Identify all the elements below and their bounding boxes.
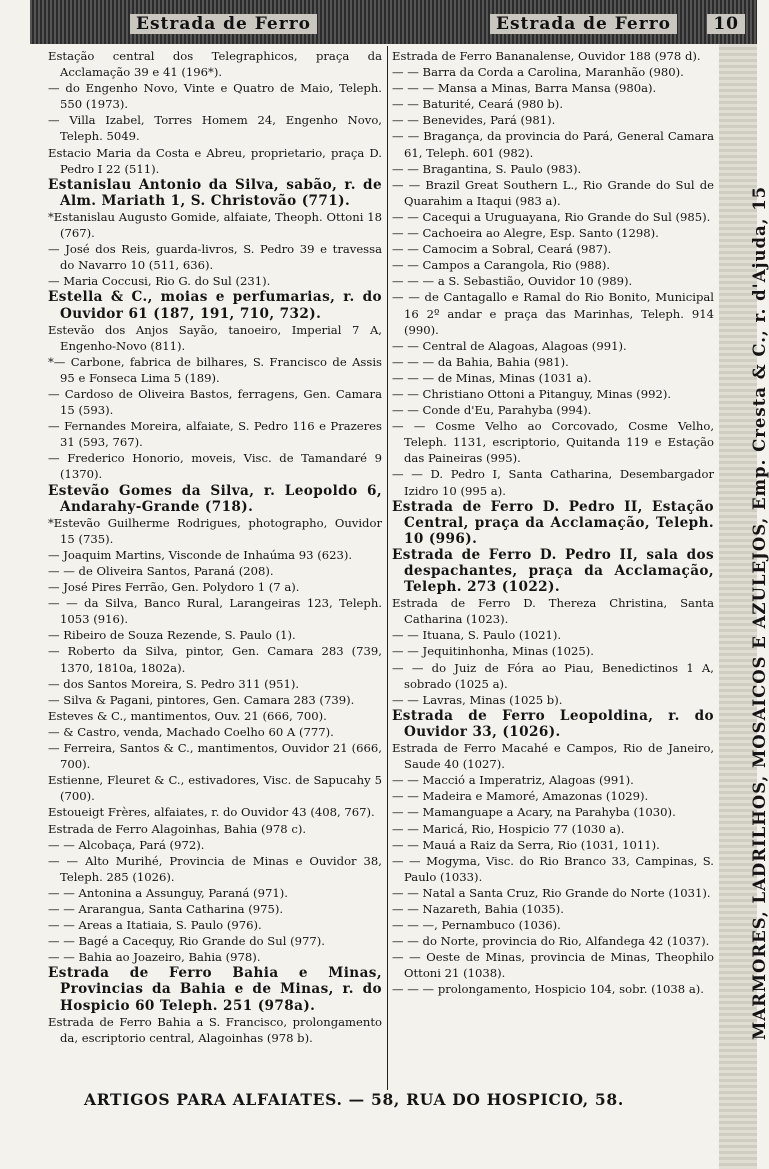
directory-entry: — — Jequitinhonha, Minas (1025). xyxy=(392,644,594,659)
directory-entry: — — de Cantagallo e Ramal do Rio Bonito, Municipal 16 2º andar e praça das Marinhas, Teleph. 914 (990). xyxy=(392,290,714,337)
page-header xyxy=(30,0,757,44)
directory-entry: Estella & C., moias e perfumarias, r. do Ouvidor 61 (187, 191, 710, 732). xyxy=(48,289,382,322)
directory-entry: — — Mauá a Raiz da Serra, Rio (1031, 1011). xyxy=(392,837,660,852)
directory-entry: Estrada de Ferro Bahia e Minas, Provincias da Bahia e de Minas, r. do Hospicio 60 Teleph. 251 (978a). xyxy=(48,965,382,1014)
directory-entry: Estrada de Ferro D. Pedro II, sala dos despachantes, praça da Acclamação, Teleph. 273 (1022). xyxy=(392,546,714,596)
directory-entry: — — Conde d'Eu, Parahyba (994). xyxy=(392,403,592,418)
directory-entry: — — Camocim a Sobral, Ceará (987). xyxy=(392,242,612,257)
right-column xyxy=(392,48,714,1088)
directory-entry: Estrada de Ferro Macahé e Campos, Rio de Janeiro, Saude 40 (1027). xyxy=(392,741,714,772)
directory-entry: — — Ararangua, Santa Catharina (975). xyxy=(48,901,284,916)
directory-entry: Estrada de Ferro D. Thereza Christina, Santa Catharina (1023). xyxy=(392,596,714,627)
directory-entry: — Silva & Pagani, pintores, Gen. Camara 283 (739). xyxy=(48,692,355,707)
directory-entry: — do Engenho Novo, Vinte e Quatro de Maio, Teleph. 550 (1973). xyxy=(48,81,382,112)
directory-entry: — Roberto da Silva, pintor, Gen. Camara 283 (739, 1370, 1810a, 1802a). xyxy=(48,644,382,675)
directory-entry: — — Bahia ao Joazeiro, Bahia (978). xyxy=(48,950,261,965)
header-right-title: Estrada de Ferro xyxy=(490,14,677,34)
directory-entry: Estrada de Ferro Bananalense, Ouvidor 188 (978 d). xyxy=(392,49,701,63)
directory-entry: — — — a S. Sebastião, Ouvidor 10 (989). xyxy=(392,274,633,289)
directory-entry: — — do Norte, provincia do Rio, Alfandega 42 (1037). xyxy=(392,934,710,949)
directory-entry: — — Lavras, Minas (1025 b). xyxy=(392,692,563,707)
directory-entry: — — — de Minas, Minas (1031 a). xyxy=(392,370,592,385)
directory-entry: — — Mogyma, Visc. do Rio Branco 33, Campinas, S. Paulo (1033). xyxy=(392,853,714,884)
directory-entry: — Frederico Honorio, moveis, Visc. de Tamandaré 9 (1370). xyxy=(48,451,382,482)
footer-advert: ARTIGOS PARA ALFAIATES. — 58, RUA DO HOSPICIO, 58. xyxy=(84,1090,624,1109)
directory-entry: — & Castro, venda, Machado Coelho 60 A (777). xyxy=(48,724,334,739)
directory-entry: — — Cachoeira ao Alegre, Esp. Santo (1298). xyxy=(392,226,659,241)
directory-entry: — José dos Reis, guarda-livros, S. Pedro 39 e travessa do Navarro 10 (511, 636). xyxy=(48,242,382,273)
directory-entry: — — Maricá, Rio, Hospicio 77 (1030 a). xyxy=(392,821,625,836)
directory-entry: — — Barra da Corda a Carolina, Maranhão (980). xyxy=(392,65,684,80)
directory-entry: *— Carbone, fabrica de bilhares, S. Francisco de Assis 95 e Fonseca Lima 5 (189). xyxy=(48,354,382,385)
directory-entry: — — Antonina a Assunguy, Paraná (971). xyxy=(48,885,288,900)
directory-entry: — Joaquim Martins, Visconde de Inhaúma 93 (623). xyxy=(48,547,353,562)
directory-entry: Estanislau Antonio da Silva, sabão, r. de Alm. Mariath 1, S. Christovão (771). xyxy=(48,176,382,209)
left-column xyxy=(48,48,382,1088)
directory-entry: — — Oeste de Minas, provincia de Minas, Theophilo Ottoni 21 (1038). xyxy=(392,950,714,981)
page-number: 10 xyxy=(707,14,745,34)
directory-entry: — — Cosme Velho ao Corcovado, Cosme Velho, Teleph. 1131, escriptorio, Quitanda 119 e Estação das Paineiras (995). xyxy=(392,419,714,466)
directory-entry: — — Central de Alagoas, Alagoas (991). xyxy=(392,338,627,353)
directory-entry: Estevão Gomes da Silva, r. Leopoldo 6, Andarahy-Grande (718). xyxy=(48,482,382,515)
directory-entry: — — Alto Murihé, Provincia de Minas e Ouvidor 38, Teleph. 285 (1026). xyxy=(48,853,382,884)
directory-entry: — — Madeira e Mamoré, Amazonas (1029). xyxy=(392,789,649,804)
directory-entry: — — —, Pernambuco (1036). xyxy=(392,918,561,933)
directory-entry: — — da Silva, Banco Rural, Larangeiras 123, Teleph. 1053 (916). xyxy=(48,596,382,627)
directory-entry: Estrada de Ferro Alagoinhas, Bahia (978 c). xyxy=(48,821,307,836)
directory-entry: Esteves & C., mantimentos, Ouv. 21 (666, 700). xyxy=(48,708,327,723)
directory-entry: Estacio Maria da Costa e Abreu, proprietario, praça D. Pedro I 22 (511). xyxy=(48,145,382,176)
directory-entry: Estrada de Ferro Bahia a S. Francisco, prolongamento da, escriptorio central, Alagoinhas (978 b). xyxy=(48,1014,382,1045)
directory-entry: — Villa Izabel, Torres Homem 24, Engenho Novo, Teleph. 5049. xyxy=(48,113,382,144)
directory-entry: — — Bragança, da provincia do Pará, General Camara 61, Teleph. 601 (982). xyxy=(392,129,714,160)
directory-entry: — — — prolongamento, Hospicio 104, sobr. (1038 a). xyxy=(392,982,704,997)
directory-entry: — — — Mansa a Minas, Barra Mansa (980a). xyxy=(392,81,657,96)
directory-entry: — — Campos a Carangola, Rio (988). xyxy=(392,258,611,273)
directory-entry: — — Cacequi a Uruguayana, Rio Grande do Sul (985). xyxy=(392,209,711,224)
directory-entry: — — Natal a Santa Cruz, Rio Grande do Norte (1031). xyxy=(392,885,711,900)
directory-entry: — dos Santos Moreira, S. Pedro 311 (951). xyxy=(48,676,300,691)
directory-entry: — — do Juiz de Fóra ao Piau, Benedictinos 1 A, sobrado (1025 a). xyxy=(392,660,714,691)
directory-entry: — — — da Bahia, Bahia (981). xyxy=(392,354,569,369)
side-banner: MARMORES, LADRILHOS, MOSAICOS E AZULEJOS, Emp. Cresta & C., r. d'Ajuda, 15 xyxy=(750,185,769,1040)
directory-entry: Estrada de Ferro D. Pedro II, Estação Central, praça da Acclamação, Teleph. 10 (996). xyxy=(392,498,714,547)
directory-entry: Estrada de Ferro Leopoldina, r. do Ouvidor 33, (1026). xyxy=(392,707,714,740)
directory-entry: — — Macció a Imperatriz, Alagoas (991). xyxy=(392,773,634,788)
column-divider xyxy=(387,46,388,1090)
directory-entry: — — Bagé a Cacequy, Rio Grande do Sul (977). xyxy=(48,934,325,949)
directory-entry: — — Bragantina, S. Paulo (983). xyxy=(392,161,582,176)
directory-entry: *Estanislau Augusto Gomide, alfaiate, Theoph. Ottoni 18 (767). xyxy=(48,209,382,241)
header-left-title: Estrada de Ferro xyxy=(130,14,317,34)
directory-entry: — — Mamanguape a Acary, na Parahyba (1030). xyxy=(392,805,676,820)
directory-entry: — — Brazil Great Southern L., Rio Grande do Sul de Quarahim a Itaqui (983 a). xyxy=(392,177,714,208)
directory-entry: — — Baturité, Ceará (980 b). xyxy=(392,97,564,112)
directory-entry: — Ribeiro de Souza Rezende, S. Paulo (1). xyxy=(48,628,296,643)
directory-entry: *Estevão Guilherme Rodrigues, photographo, Ouvidor 15 (735). xyxy=(48,515,382,546)
directory-entry: — — Areas a Itatiaia, S. Paulo (976). xyxy=(48,918,262,933)
directory-entry: — — de Oliveira Santos, Paraná (208). xyxy=(48,564,274,578)
directory-entry: — — Alcobaça, Pará (972). xyxy=(48,837,205,852)
directory-entry: — Maria Coccusi, Rio G. do Sul (231). xyxy=(48,274,271,289)
directory-entry: Estoueigt Frères, alfaiates, r. do Ouvidor 43 (408, 767). xyxy=(48,805,375,820)
directory-entry: — — Nazareth, Bahia (1035). xyxy=(392,901,564,916)
directory-entry: — Cardoso de Oliveira Bastos, ferragens, Gen. Camara 15 (593). xyxy=(48,386,382,418)
directory-entry: — — Benevides, Pará (981). xyxy=(392,113,556,128)
directory-entry: Estação central dos Telegraphicos, praça da Acclamação 39 e 41 (196*). xyxy=(48,49,382,80)
directory-entry: — — Ituana, S. Paulo (1021). xyxy=(392,628,562,643)
directory-entry: — — D. Pedro I, Santa Catharina, Desembargador Izidro 10 (995 a). xyxy=(392,467,714,498)
directory-entry: Estienne, Fleuret & C., estivadores, Visc. de Sapucahy 5 (700). xyxy=(48,773,382,804)
directory-entry: — — Christiano Ottoni a Pitanguy, Minas (992). xyxy=(392,386,672,401)
directory-entry: Estevão dos Anjos Sayão, tanoeiro, Imperial 7 A, Engenho-Novo (811). xyxy=(48,322,382,353)
directory-entry: — José Pires Ferrão, Gen. Polydoro 1 (7 a). xyxy=(48,580,300,595)
directory-entry: — Fernandes Moreira, alfaiate, S. Pedro 116 e Prazeres 31 (593, 767). xyxy=(48,419,382,450)
directory-entry: — Ferreira, Santos & C., mantimentos, Ouvidor 21 (666, 700). xyxy=(48,741,382,772)
